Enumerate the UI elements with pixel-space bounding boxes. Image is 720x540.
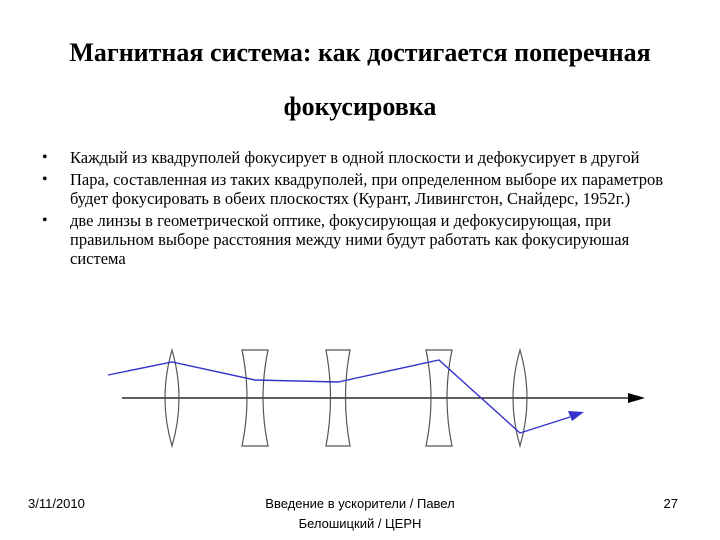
bullet-dot: • (42, 212, 48, 229)
footer-date: 3/11/2010 (28, 496, 85, 511)
bullet-text: две линзы в геометрической оптике, фокусирующая и дефокусирующая, при правильном выборе расстояния между ними будут работать как фокусируюшая система (70, 211, 630, 268)
footer-author-line-2: Белошицкий / ЦЕРН (298, 516, 422, 531)
slide-title (30, 26, 690, 134)
footer-author-line-1: Введение в ускорители / Павел (265, 496, 455, 511)
bullet-dot: • (42, 171, 48, 188)
title-line-1: Магнитная система: как достигается поперечная (69, 38, 651, 67)
bullet-item (42, 148, 682, 167)
footer-author (240, 494, 480, 534)
bullet-dot: • (42, 149, 48, 166)
lens-system-diagram (100, 340, 660, 450)
axis-arrowhead (628, 393, 645, 403)
bullet-list (42, 148, 682, 271)
bullet-text: Каждый из квадруполей фокусирует в одной плоскости и дефокусирует в другой (70, 148, 640, 167)
bullet-item (42, 211, 682, 268)
bullet-item (42, 170, 682, 208)
ray-arrowhead (568, 411, 584, 421)
page-number: 27 (663, 496, 678, 511)
title-line-2: фокусировка (283, 92, 437, 121)
bullet-text: Пара, составленная из таких квадруполей, при определенном выборе их параметров будет фокусировать в обеих плоскостях (Курант, Ливингстон, Снайдерс, 1952г.) (70, 170, 663, 208)
